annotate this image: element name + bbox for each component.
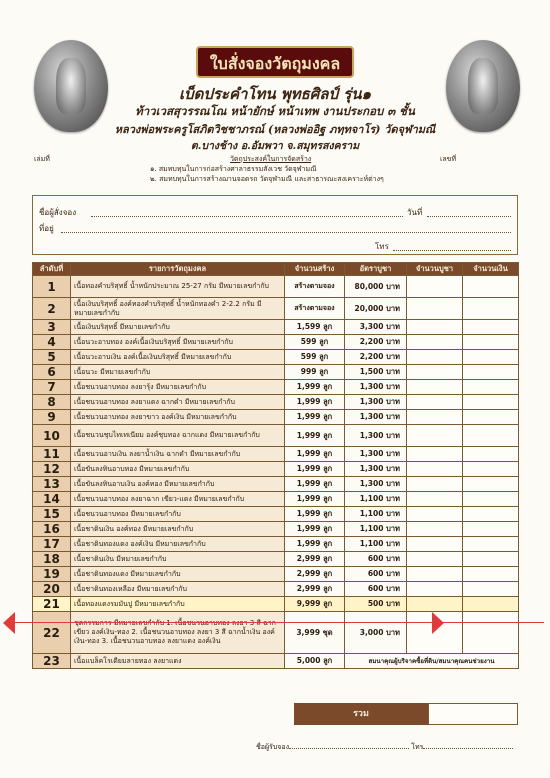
item-description: เนื้อชนวนอาบทอง ลงยาฉาก เขียว-แดง มีหมายเลขกำกับ — [71, 492, 285, 507]
amount-field[interactable] — [463, 612, 519, 654]
total-amount-field[interactable] — [428, 703, 518, 725]
item-description: เนื้อชาดินทองแดง มีหมายเลขกำกับ — [71, 567, 285, 582]
build-quantity: 1,999 ลูก — [285, 447, 345, 462]
order-quantity-field[interactable] — [407, 522, 463, 537]
item-description: เนื้อเงินบริสุทธิ์ มีหมายเลขกำกับ — [71, 320, 285, 335]
amount-field[interactable] — [463, 335, 519, 350]
table-row — [33, 567, 519, 582]
row-number: 17 — [33, 537, 71, 552]
row-number: 16 — [33, 522, 71, 537]
row-number: 13 — [33, 477, 71, 492]
item-description: เนื้อขันลงหินอาบทอง มีหมายเลขกำกับ — [71, 462, 285, 477]
row-number: 8 — [33, 395, 71, 410]
amount-field[interactable] — [463, 320, 519, 335]
donation-rate: 80,000 บาท — [345, 276, 407, 298]
customer-name-label: ชื่อผู้สั่งจอง — [39, 208, 77, 217]
donation-rate: 1,100 บาท — [345, 522, 407, 537]
item-description: เนื้อชนวนอาบทอง มีหมายเลขกำกับ — [71, 507, 285, 522]
table-header-row — [33, 263, 519, 276]
col-header: อัตราบูชา — [345, 263, 407, 276]
table-row — [33, 582, 519, 597]
donation-rate: 500 บาท — [345, 597, 407, 612]
row-number: 14 — [33, 492, 71, 507]
total-box — [294, 703, 518, 725]
row-number: 2 — [33, 298, 71, 320]
table-row — [33, 492, 519, 507]
build-quantity: 1,599 ลูก — [285, 320, 345, 335]
order-quantity-field[interactable] — [407, 567, 463, 582]
order-quantity-field[interactable] — [407, 425, 463, 447]
order-quantity-field[interactable] — [407, 462, 463, 477]
amount-field[interactable] — [463, 410, 519, 425]
form-title-banner: ใบสั่งจองวัตถุมงคล — [196, 46, 354, 78]
phone-label: โทร — [375, 242, 389, 251]
customer-name-field[interactable] — [91, 216, 403, 217]
order-quantity-field[interactable] — [407, 320, 463, 335]
amount-field[interactable] — [463, 276, 519, 298]
donation-rate: 1,300 บาท — [345, 380, 407, 395]
table-row — [33, 320, 519, 335]
item-description: เนื้อนวะอาบเงิน องค์เนื้อเงินบริสุทธิ์ มีหมายเลขกำกับ — [71, 350, 285, 365]
donation-rate: 600 บาท — [345, 567, 407, 582]
item-description: เนื้อนวะ มีหมายเลขกำกับ — [71, 365, 285, 380]
col-header: จำนวนบูชา — [407, 263, 463, 276]
donation-rate: 1,300 บาท — [345, 410, 407, 425]
build-quantity: 1,999 ลูก — [285, 462, 345, 477]
col-header: จำนวนเงิน — [463, 263, 519, 276]
item-description: เนื้อแบล็คโรเดียมลายทอง ลงยาแดง — [71, 654, 285, 669]
row-number: 18 — [33, 552, 71, 567]
address-label: ที่อยู่ — [39, 224, 54, 233]
donation-rate: 1,300 บาท — [345, 462, 407, 477]
amount-field[interactable] — [463, 447, 519, 462]
build-quantity: 1,999 ลูก — [285, 425, 345, 447]
annotation-arrow-left-icon — [3, 612, 15, 634]
order-quantity-field[interactable] — [407, 447, 463, 462]
order-quantity-field[interactable] — [407, 492, 463, 507]
table-row — [33, 507, 519, 522]
build-quantity: 1,999 ลูก — [285, 477, 345, 492]
donation-rate: 20,000 บาท — [345, 298, 407, 320]
row-number: 11 — [33, 447, 71, 462]
table-row — [33, 335, 519, 350]
purpose-1: ๑. สมทบทุนในการก่อสร้างศาลาธรรมสังเวช วัดจุฬามณี — [150, 165, 317, 173]
amount-field[interactable] — [463, 597, 519, 612]
row-number: 1 — [33, 276, 71, 298]
build-quantity: 599 ลูก — [285, 335, 345, 350]
amount-field[interactable] — [463, 492, 519, 507]
order-table — [32, 262, 519, 669]
order-quantity-field[interactable] — [407, 380, 463, 395]
build-quantity: 1,999 ลูก — [285, 492, 345, 507]
table-row — [33, 597, 519, 612]
amount-field[interactable] — [463, 567, 519, 582]
form-number-label: เลขที่ — [440, 155, 457, 163]
total-label: รวม — [294, 703, 428, 725]
donation-rate: 1,300 บาท — [345, 447, 407, 462]
item-description: ชุดกรรมการ มีหมายเลขกำกับ 1. เนื้อชนวนอาบทอง ลงยา 3 สี ฉากเขียว องค์เงิน-ทอง 2. เนื้อชนวนอาบทอง ลงยา 3 สี ฉากน้ำเงิน องค์เงิน-ทอง 3. เนื้อชนวนอาบทอง ลงยาแดง องค์เงิน — [71, 612, 285, 654]
row-number: 10 — [33, 425, 71, 447]
amount-field[interactable] — [463, 522, 519, 537]
build-quantity: 2,999 ลูก — [285, 552, 345, 567]
build-quantity: 2,999 ลูก — [285, 567, 345, 582]
item-description: เนื้อนวะอาบทอง องค์เนื้อเงินบริสุทธิ์ มีหมายเลขกำกับ — [71, 335, 285, 350]
order-quantity-field[interactable] — [407, 350, 463, 365]
table-row — [33, 447, 519, 462]
row-number: 9 — [33, 410, 71, 425]
build-quantity: 1,999 ลูก — [285, 522, 345, 537]
row-number: 15 — [33, 507, 71, 522]
amount-field[interactable] — [463, 537, 519, 552]
donation-rate: 1,500 บาท — [345, 365, 407, 380]
table-row — [33, 477, 519, 492]
amount-field[interactable] — [463, 425, 519, 447]
item-description: เนื้อชนวนชุบไทเทเนียม องค์ชุบทอง ฉากแดง มีหมายเลขกำกับ — [71, 425, 285, 447]
amount-field[interactable] — [463, 365, 519, 380]
build-quantity: สร้างตามจอง — [285, 276, 345, 298]
annotation-arrow-right-icon — [432, 612, 444, 634]
table-row — [33, 612, 519, 654]
row-number: 7 — [33, 380, 71, 395]
item-description: เนื้อเงินบริสุทธิ์ องค์ทองคำบริสุทธิ์ น้ำหนักทองคำ 2-2.2 กรัม มีหมายเลขกำกับ — [71, 298, 285, 320]
order-quantity-field[interactable] — [407, 335, 463, 350]
build-quantity: 1,999 ลูก — [285, 395, 345, 410]
donation-rate: 1,100 บาท — [345, 507, 407, 522]
annotation-arrow-line — [4, 622, 544, 623]
customer-info-box — [32, 195, 518, 255]
table-row — [33, 552, 519, 567]
donation-rate: 3,300 บาท — [345, 320, 407, 335]
phone-field[interactable] — [393, 250, 511, 251]
order-quantity-field[interactable] — [407, 537, 463, 552]
donation-rate: 1,100 บาท — [345, 492, 407, 507]
item-description: เนื้อชาดินทองเหลือง มีหมายเลขกำกับ — [71, 582, 285, 597]
row-number: 3 — [33, 320, 71, 335]
receiver-phone-label: โทร — [411, 743, 424, 751]
book-number-label: เล่มที่ — [34, 155, 50, 163]
temple-address: ต.บางช้าง อ.อัมพวา จ.สมุทรสงคราม — [190, 140, 360, 152]
table-row — [33, 298, 519, 320]
donation-rate: 1,100 บาท — [345, 537, 407, 552]
build-quantity: 9,999 ลูก — [285, 597, 345, 612]
item-description: เนื้อทองคำบริสุทธิ์ น้ำหนักประมาณ 25-27 กรัม มีหมายเลขกำกับ — [71, 276, 285, 298]
receiver-label: ชื่อผู้รับจอง — [256, 743, 289, 751]
amulet-subtitle: ท้าวเวสสุวรรณโณ หน้ายักษ์ หน้าเทพ งานประกอบ ๓ ชั้น — [135, 104, 415, 118]
monk-name: หลวงพ่อพระครูโสภิตวิชชาภรณ์ (หลวงพ่ออิฐ ภทฺทจาโร) วัดจุฬามณี — [114, 123, 436, 136]
table-row — [33, 380, 519, 395]
col-header: จำนวนสร้าง — [285, 263, 345, 276]
donation-rate: 1,300 บาท — [345, 395, 407, 410]
build-quantity: 1,999 ลูก — [285, 380, 345, 395]
amulet-title: เบ็ดประคำโทน พุทธศิลป์ รุ่น๑ — [178, 85, 372, 103]
item-description: เนื้อชาดินเงิน องค์ทอง มีหมายเลขกำกับ — [71, 522, 285, 537]
build-quantity: 1,999 ลูก — [285, 537, 345, 552]
order-quantity-field[interactable] — [407, 410, 463, 425]
amount-field[interactable] — [463, 350, 519, 365]
item-description: เนื้อชนวนอาบทอง ลงยาขาว องค์เงิน มีหมายเลขกำกับ — [71, 410, 285, 425]
purpose-title: วัตถุประสงค์ในการจัดสร้าง — [230, 155, 312, 163]
build-quantity: 5,000 ลูก — [285, 654, 345, 669]
amount-field[interactable] — [463, 298, 519, 320]
table-row — [33, 654, 519, 669]
build-quantity: 999 ลูก — [285, 365, 345, 380]
row-number: 20 — [33, 582, 71, 597]
table-row — [33, 350, 519, 365]
amount-field[interactable] — [463, 395, 519, 410]
table-row — [33, 537, 519, 552]
receiver-name-field[interactable] — [289, 748, 409, 749]
table-row — [33, 276, 519, 298]
build-quantity: 3,999 ชุด — [285, 612, 345, 654]
purpose-2: ๒. สมทบทุนในการสร้างฌานจอดรถ วัดจุฬามณี และสาธารณะสงเคราะห์ต่างๆ — [150, 175, 384, 183]
row-number: 12 — [33, 462, 71, 477]
order-quantity-field[interactable] — [407, 582, 463, 597]
order-quantity-field[interactable] — [407, 365, 463, 380]
table-row — [33, 522, 519, 537]
item-description: เนื้อชาดินเงิน มีหมายเลขกำกับ — [71, 552, 285, 567]
build-quantity: 599 ลูก — [285, 350, 345, 365]
order-quantity-field[interactable] — [407, 298, 463, 320]
row-number: 22 — [33, 612, 71, 654]
donation-rate: 3,000 บาท — [345, 612, 407, 654]
table-row — [33, 410, 519, 425]
address-field[interactable] — [61, 232, 511, 233]
amulet-left-icon — [34, 40, 108, 132]
donation-rate: สมนาคุณผู้บริจาคซื้อที่ดิน/สมนาคุณคนช่วยงาน — [345, 654, 519, 669]
row-number: 4 — [33, 335, 71, 350]
donation-rate: 2,200 บาท — [345, 350, 407, 365]
receiver-line — [256, 742, 513, 753]
amount-field[interactable] — [463, 552, 519, 567]
table-row — [33, 365, 519, 380]
donation-rate: 600 บาท — [345, 582, 407, 597]
row-number: 19 — [33, 567, 71, 582]
order-quantity-field[interactable] — [407, 507, 463, 522]
item-description: เนื้อชนวนอาบทอง ลงยาแดง ฉากดำ มีหมายเลขกำกับ — [71, 395, 285, 410]
table-row — [33, 462, 519, 477]
item-description: เนื้อทองแดงรมมันปู มีหมายเลขกำกับ — [71, 597, 285, 612]
amount-field[interactable] — [463, 582, 519, 597]
amount-field[interactable] — [463, 477, 519, 492]
donation-rate: 1,300 บาท — [345, 477, 407, 492]
row-number: 6 — [33, 365, 71, 380]
item-description: เนื้อชนวนอาบทอง ลงยารุ้ง มีหมายเลขกำกับ — [71, 380, 285, 395]
build-quantity: สร้างตามจอง — [285, 298, 345, 320]
order-quantity-field[interactable] — [407, 597, 463, 612]
row-number: 23 — [33, 654, 71, 669]
build-quantity: 1,999 ลูก — [285, 410, 345, 425]
item-description: เนื้อชาดินทองแดง องค์เงิน มีหมายเลขกำกับ — [71, 537, 285, 552]
donation-rate: 600 บาท — [345, 552, 407, 567]
amount-field[interactable] — [463, 507, 519, 522]
donation-rate: 1,300 บาท — [345, 425, 407, 447]
order-quantity-field[interactable] — [407, 395, 463, 410]
table-row — [33, 395, 519, 410]
order-quantity-field[interactable] — [407, 477, 463, 492]
build-quantity: 1,999 ลูก — [285, 507, 345, 522]
build-quantity: 2,999 ลูก — [285, 582, 345, 597]
amount-field[interactable] — [463, 462, 519, 477]
row-number: 21 — [33, 597, 71, 612]
col-header: รายการวัตถุมงคล — [71, 263, 285, 276]
col-header: ลำดับที่ — [33, 263, 71, 276]
donation-rate: 2,200 บาท — [345, 335, 407, 350]
item-description: เนื้อชนวนอาบเงิน ลงยาน้ำเงิน ฉากดำ มีหมายเลขกำกับ — [71, 447, 285, 462]
receiver-phone-field[interactable] — [423, 748, 513, 749]
table-row — [33, 425, 519, 447]
order-quantity-field[interactable] — [407, 552, 463, 567]
row-number: 5 — [33, 350, 71, 365]
date-field[interactable] — [427, 216, 511, 217]
date-label: วันที่ — [407, 208, 423, 217]
order-quantity-field[interactable] — [407, 276, 463, 298]
amulet-right-icon — [446, 40, 520, 132]
item-description: เนื้อขันลงหินอาบเงิน องค์ทอง มีหมายเลขกำกับ — [71, 477, 285, 492]
amount-field[interactable] — [463, 380, 519, 395]
